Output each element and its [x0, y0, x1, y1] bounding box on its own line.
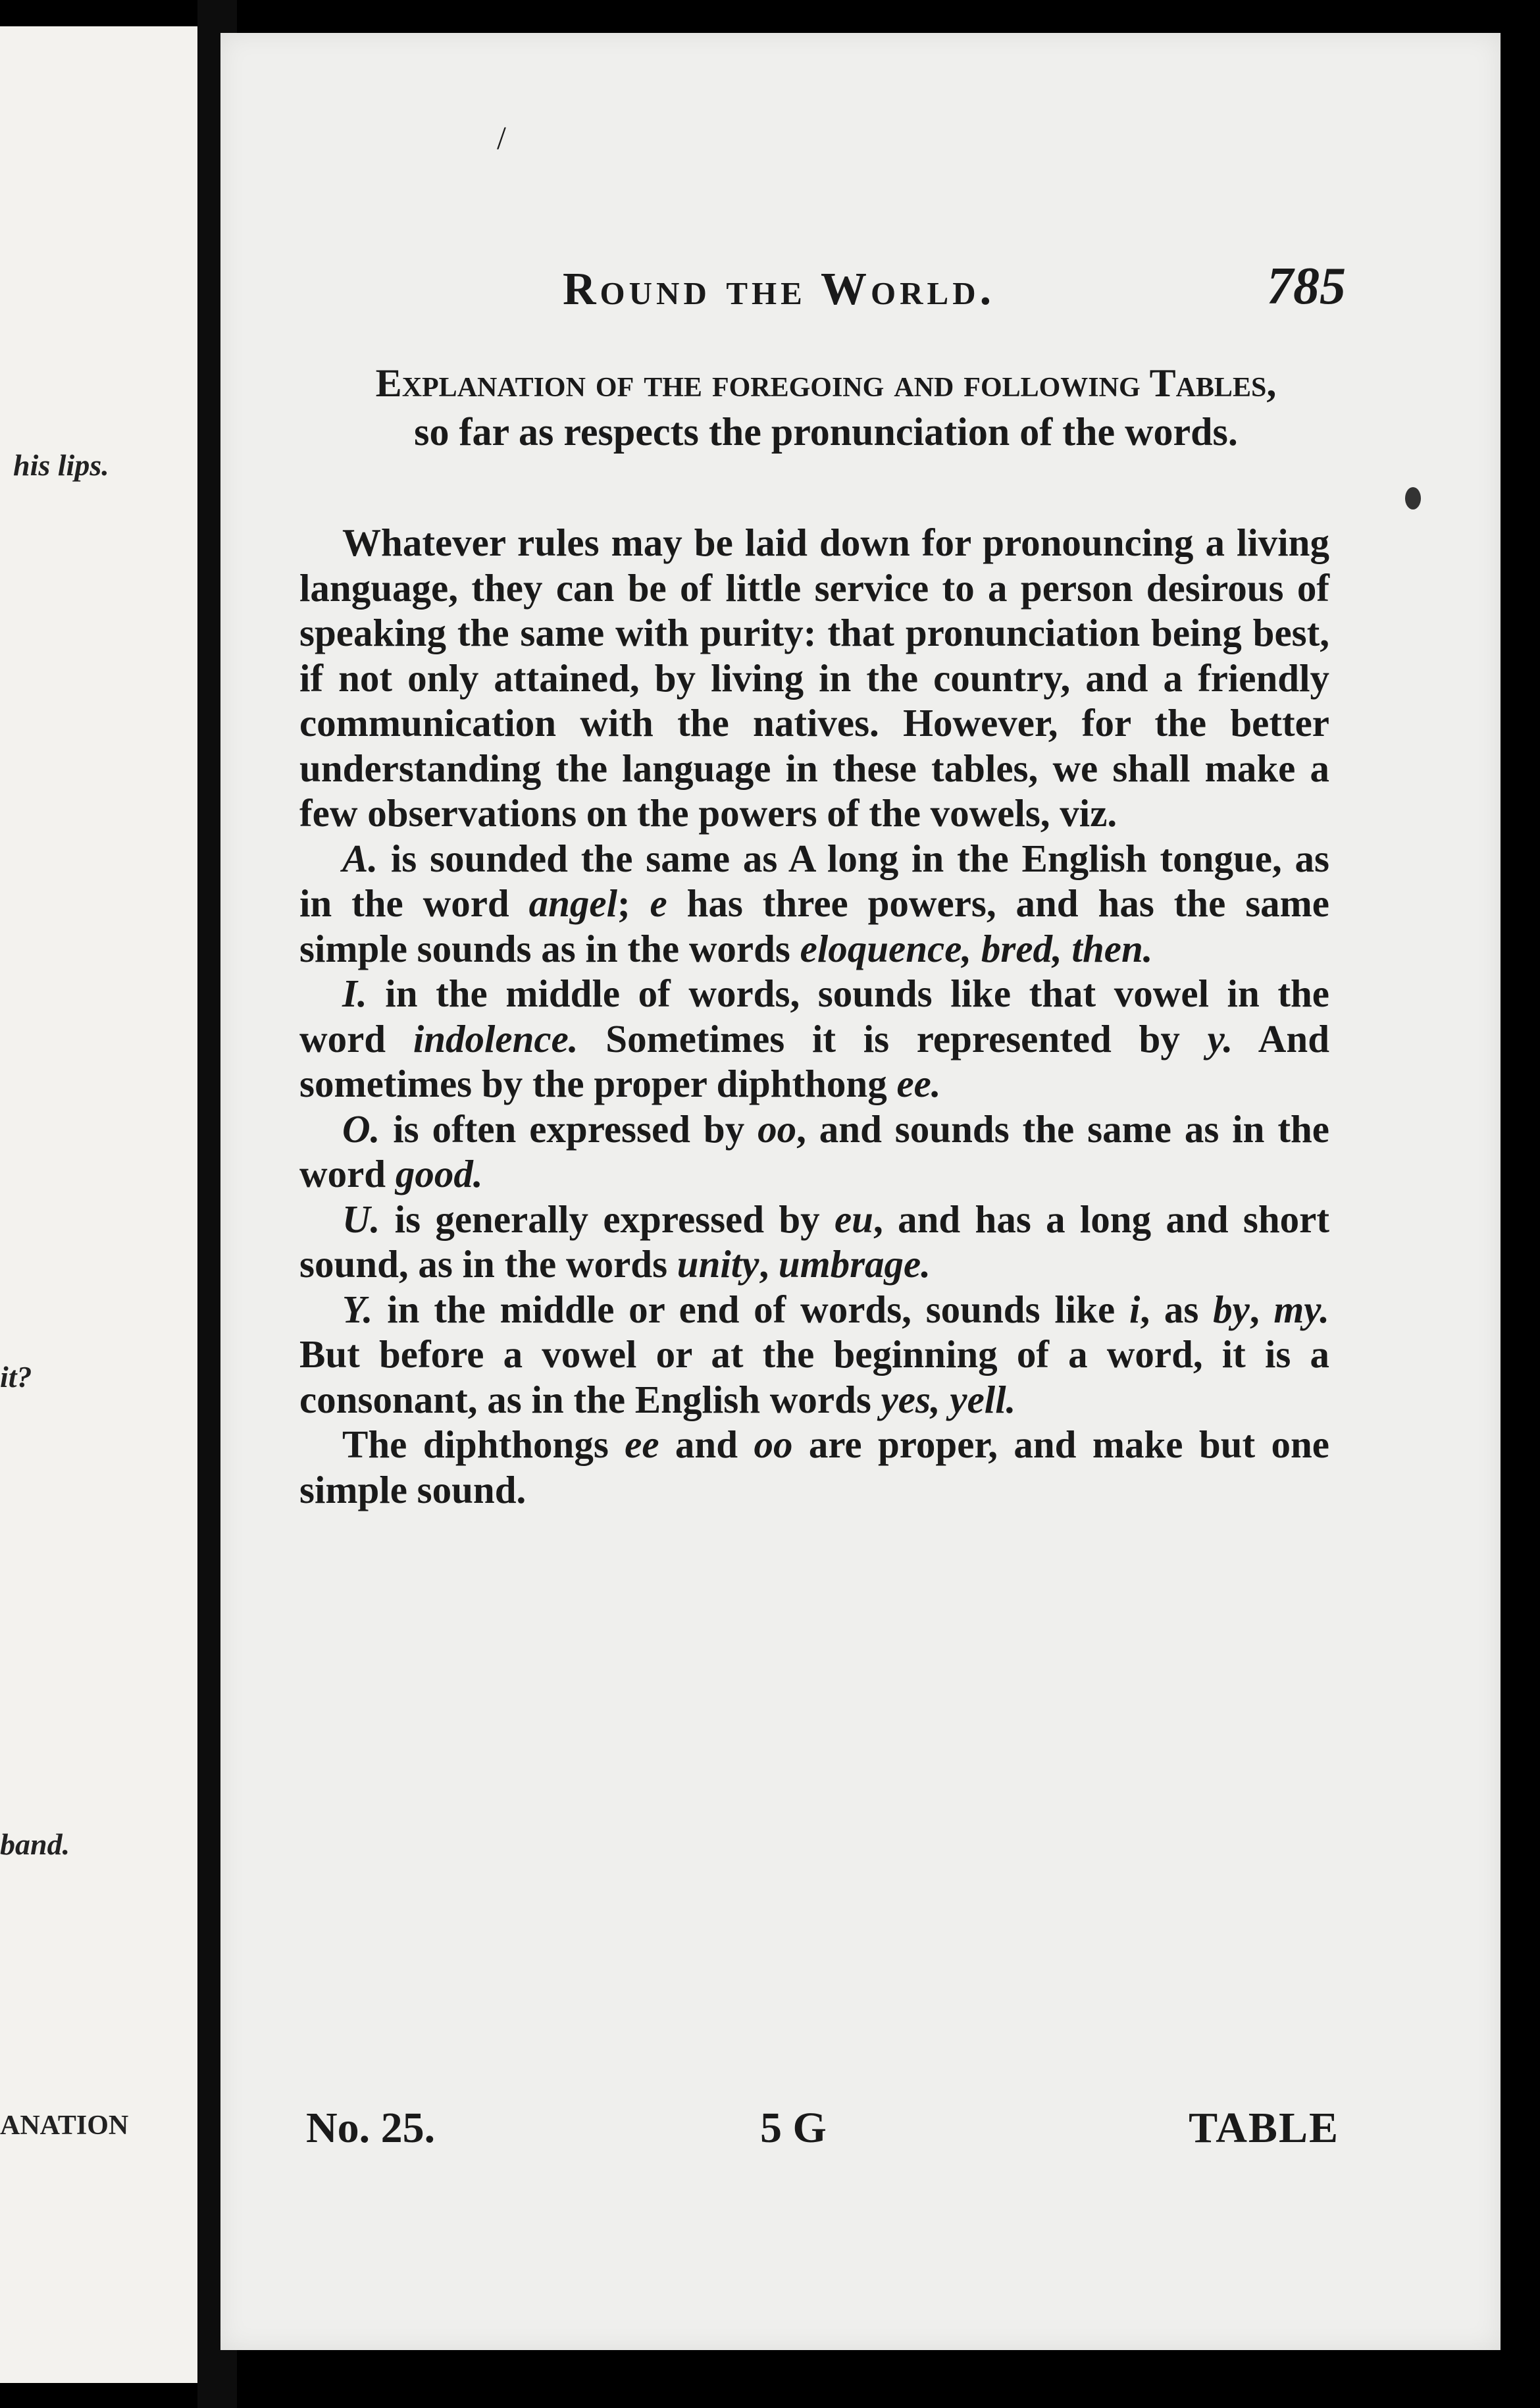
paragraph-o: O. is often expressed by oo, and sounds the same as in the word good. [299, 1107, 1329, 1195]
section-heading [306, 359, 1346, 456]
book-page [220, 33, 1501, 2350]
paragraph-a: A. is sounded the same as A long in the English tongue, as in the word angel; e has three powers, and has the same simple sounds as in the words eloquence, bred, then. [299, 836, 1329, 970]
signature-number: No. 25. [306, 2104, 436, 2152]
page-number: 785 [1267, 257, 1346, 315]
left-fragment-3: band. [0, 1827, 70, 1861]
left-facing-page [0, 26, 197, 2383]
heading-line-1: Explanation of the foregoing and following Tables, [375, 361, 1277, 405]
signature-mark: 5 G [760, 2104, 827, 2152]
vowel-o: O. [342, 1107, 380, 1151]
body-text [299, 520, 1329, 1512]
vowel-a: A. [342, 836, 378, 880]
paragraph-u: U. is generally expressed by eu, and has a long and short sound, as in the words unity, umbrage. [299, 1197, 1329, 1286]
paragraph-i: I. in the middle of words, sounds like that vowel in the word indolence. Sometimes it is represented by y. And sometimes by the proper diphthong ee. [299, 972, 1330, 1105]
heading-line-2: so far as respects the pronunciation of the words. [414, 410, 1238, 454]
left-fragment-4: ANATION [0, 2110, 129, 2141]
paragraph-y: Y. in the middle or end of words, sounds like i, as by, my. But before a vowel or at the beginning of a word, it is a consonant, as in the English words yes, yell. [299, 1287, 1330, 1421]
vowel-u: U. [342, 1197, 380, 1241]
ink-blot [1405, 487, 1421, 510]
paragraph-intro: Whatever rules may be laid down for pronouncing a living language, they can be of little service to a person desirous of speaking the same with purity: that pronunciation being best, if not only attained, by living in the country, and a friendly communication with the natives. However, for the better understanding the language in these tables, we shall make a few observations on the powers of the vowels, viz. [299, 521, 1329, 835]
catchword: TABLE [1189, 2104, 1339, 2152]
left-fragment-2: it? [0, 1360, 32, 1394]
running-title: Round the World. [563, 264, 996, 315]
stray-mark: / [497, 119, 506, 156]
paragraph-diphthongs: The diphthongs ee and oo are proper, and make but one simple sound. [299, 1423, 1329, 1511]
page-footer [306, 2103, 1339, 2169]
vowel-i: I. [342, 972, 367, 1015]
left-fragment-1: his lips. [13, 448, 109, 482]
vowel-y: Y. [342, 1287, 373, 1331]
